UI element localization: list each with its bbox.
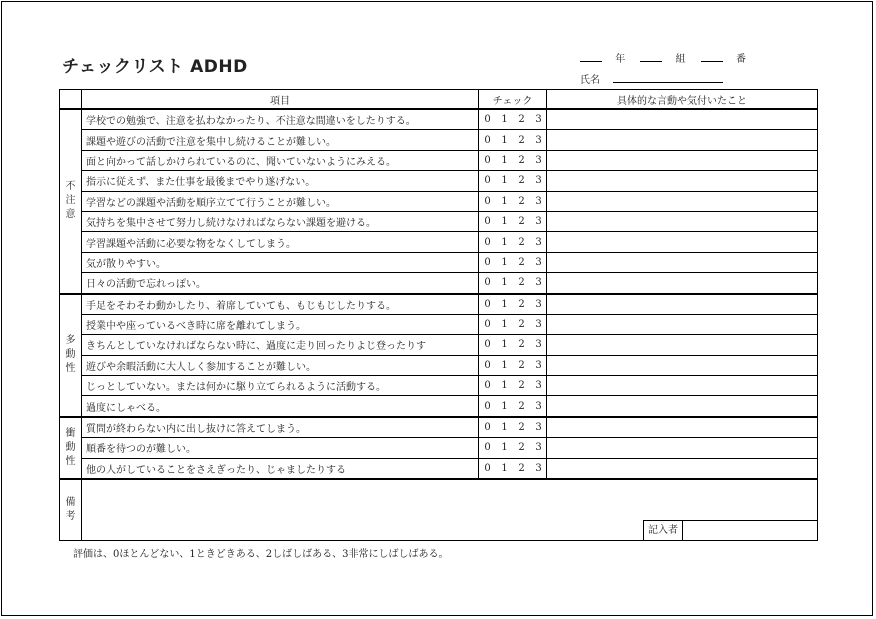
check-scale[interactable]	[479, 273, 547, 294]
scale-option[interactable]: 3	[535, 422, 542, 434]
scale-option[interactable]: 1	[501, 339, 508, 351]
recorder-input[interactable]	[682, 521, 817, 540]
scale-option[interactable]: 2	[518, 422, 525, 434]
header-item: 項目	[82, 90, 479, 110]
scale-option[interactable]: 1	[501, 114, 508, 126]
remarks-text: 備考	[65, 497, 76, 523]
remarks-row	[60, 479, 818, 541]
scale-option[interactable]: 1	[501, 359, 508, 371]
scale-option[interactable]: 0	[484, 134, 491, 146]
item-text: 学習などの課題や活動を順序立てて行うことが難しい。	[82, 191, 479, 211]
check-scale[interactable]	[479, 417, 547, 438]
check-scale[interactable]	[479, 171, 547, 191]
header-notes: 具体的な言動や気付いたこと	[547, 90, 818, 110]
notes-cell[interactable]	[547, 458, 818, 479]
check-scale[interactable]	[479, 314, 547, 334]
remarks-box[interactable]	[82, 479, 818, 541]
scale-option[interactable]: 0	[484, 277, 491, 289]
item-text: きちんとしていなければならない時に、過度に走り回ったりよじ登ったりす	[82, 335, 479, 355]
notes-cell[interactable]	[547, 376, 818, 396]
item-text: 気持ちを集中させて努力し続けなければならない課題を避ける。	[82, 211, 479, 231]
scale-option[interactable]: 0	[484, 319, 491, 331]
check-scale[interactable]	[479, 232, 547, 252]
check-scale[interactable]	[479, 355, 547, 375]
table-row	[60, 273, 818, 294]
scale-option[interactable]: 0	[484, 114, 491, 126]
check-scale[interactable]	[479, 335, 547, 355]
scale-option[interactable]: 3	[535, 114, 542, 126]
scale-option[interactable]: 0	[484, 400, 491, 412]
scale-option[interactable]: 2	[518, 216, 525, 228]
scale-option[interactable]: 2	[518, 462, 525, 474]
notes-cell[interactable]	[547, 314, 818, 334]
class-blank[interactable]	[640, 52, 662, 62]
notes-cell[interactable]	[547, 417, 818, 438]
scale-option[interactable]: 0	[484, 462, 491, 474]
scale-option[interactable]: 2	[518, 359, 525, 371]
table-row	[60, 335, 818, 355]
item-text: 課題や遊びの活動で注意を集中し続けることが難しい。	[82, 130, 479, 150]
check-scale[interactable]	[479, 109, 547, 130]
notes-cell[interactable]	[547, 252, 818, 272]
notes-cell[interactable]	[547, 171, 818, 191]
scale-option[interactable]: 1	[501, 277, 508, 289]
scale-option[interactable]: 0	[484, 195, 491, 207]
scale-option[interactable]: 0	[484, 442, 491, 454]
notes-cell[interactable]	[547, 273, 818, 294]
scale-option[interactable]: 2	[518, 298, 525, 310]
header-check: チェック	[479, 90, 547, 110]
scale-option[interactable]: 2	[518, 319, 525, 331]
scale-option[interactable]: 1	[501, 256, 508, 268]
item-text: 遊びや余暇活動に大人しく参加することが難しい。	[82, 355, 479, 375]
item-text: 順番を待つのが難しい。	[82, 438, 479, 458]
table-row	[60, 438, 818, 458]
scale-option[interactable]: 1	[501, 216, 508, 228]
check-scale[interactable]	[479, 130, 547, 150]
table-row	[60, 191, 818, 211]
table-header	[60, 90, 818, 110]
table-row	[60, 211, 818, 231]
name-info	[580, 71, 723, 86]
table-row	[60, 232, 818, 252]
scale-option[interactable]: 3	[535, 359, 542, 371]
table-row	[60, 417, 818, 438]
category-text: 多動性	[65, 335, 76, 375]
item-text: 指示に従えず、また仕事を最後までやり遂げない。	[82, 171, 479, 191]
table-row	[60, 458, 818, 479]
item-text: 学校での勉強で、注意を払わなかったり、不注意な間違いをしたりする。	[82, 109, 479, 130]
check-scale[interactable]	[479, 294, 547, 315]
scale-option[interactable]: 2	[518, 195, 525, 207]
check-scale[interactable]	[479, 438, 547, 458]
scale-option[interactable]: 1	[501, 422, 508, 434]
header-blank	[60, 90, 82, 110]
item-text: 他の人がしていることをさえぎったり、じゃましたりする	[82, 458, 479, 479]
year-blank[interactable]	[580, 52, 602, 62]
scale-option[interactable]: 1	[501, 298, 508, 310]
year-label: 年	[615, 54, 626, 65]
notes-cell[interactable]	[547, 355, 818, 375]
item-text: じっとしていない。または何かに駆り立てられるように活動する。	[82, 376, 479, 396]
item-text: 面と向かって話しかけられているのに、聞いていないようにみえる。	[82, 150, 479, 170]
scale-option[interactable]: 1	[501, 195, 508, 207]
notes-cell[interactable]	[547, 294, 818, 315]
category-label	[60, 294, 82, 417]
notes-cell[interactable]	[547, 335, 818, 355]
check-scale[interactable]	[479, 458, 547, 479]
table-row	[60, 294, 818, 315]
check-scale[interactable]	[479, 252, 547, 272]
table-row	[60, 171, 818, 191]
scale-option[interactable]: 0	[484, 175, 491, 187]
scale-option[interactable]: 3	[535, 134, 542, 146]
scale-option[interactable]: 0	[484, 359, 491, 371]
scale-option[interactable]: 1	[501, 236, 508, 248]
scale-option[interactable]: 1	[501, 400, 508, 412]
item-text: 学習課題や活動に必要な物をなくしてしまう。	[82, 232, 479, 252]
scale-option[interactable]: 1	[501, 175, 508, 187]
scale-option[interactable]: 1	[501, 462, 508, 474]
page-title: チェックリスト ADHD	[62, 57, 248, 77]
notes-cell[interactable]	[547, 232, 818, 252]
scale-option[interactable]: 1	[501, 442, 508, 454]
scale-option[interactable]: 0	[484, 380, 491, 392]
scale-option[interactable]: 2	[518, 339, 525, 351]
item-text: 過度にしゃべる。	[82, 396, 479, 417]
scale-option[interactable]: 1	[501, 319, 508, 331]
item-text: 気が散りやすい。	[82, 252, 479, 272]
recorder-label: 記入者	[643, 521, 682, 540]
table-row	[60, 376, 818, 396]
check-scale[interactable]	[479, 191, 547, 211]
class-info	[580, 50, 746, 65]
scale-option[interactable]: 1	[501, 134, 508, 146]
scale-option[interactable]: 0	[484, 216, 491, 228]
scale-option[interactable]: 2	[518, 380, 525, 392]
scale-option[interactable]: 3	[535, 339, 542, 351]
category-text: 衝動性	[65, 427, 76, 467]
item-text: 授業中や座っているべき時に席を離れてしまう。	[82, 314, 479, 334]
class-label: 組	[675, 54, 686, 65]
name-label: 氏名	[580, 75, 600, 86]
notes-cell[interactable]	[547, 109, 818, 130]
check-scale[interactable]	[479, 376, 547, 396]
number-label: 番	[735, 54, 746, 65]
scale-option[interactable]: 2	[518, 175, 525, 187]
scale-option[interactable]: 2	[518, 277, 525, 289]
scale-option[interactable]: 3	[535, 256, 542, 268]
scale-option[interactable]: 3	[535, 442, 542, 454]
notes-cell[interactable]	[547, 211, 818, 231]
number-blank[interactable]	[701, 52, 723, 62]
scale-option[interactable]: 0	[484, 422, 491, 434]
table-row	[60, 109, 818, 130]
scale-option[interactable]: 0	[484, 339, 491, 351]
scale-option[interactable]: 3	[535, 175, 542, 187]
notes-cell[interactable]	[547, 396, 818, 417]
name-blank[interactable]	[613, 73, 723, 83]
scale-option[interactable]: 3	[535, 462, 542, 474]
table-row	[60, 396, 818, 417]
category-text: 不注意	[65, 181, 76, 221]
table-row	[60, 314, 818, 334]
scale-option[interactable]: 3	[535, 236, 542, 248]
remarks-label	[60, 479, 82, 541]
notes-cell[interactable]	[547, 438, 818, 458]
scale-option[interactable]: 0	[484, 256, 491, 268]
scale-option[interactable]: 3	[535, 195, 542, 207]
scale-option[interactable]: 2	[518, 114, 525, 126]
scale-option[interactable]: 3	[535, 277, 542, 289]
notes-cell[interactable]	[547, 130, 818, 150]
table-row	[60, 355, 818, 375]
scale-option[interactable]: 3	[535, 216, 542, 228]
table-row	[60, 252, 818, 272]
scale-option[interactable]: 0	[484, 298, 491, 310]
item-text: 手足をそわそわ動かしたり、着席していても、もじもじしたりする。	[82, 294, 479, 315]
scale-option[interactable]: 3	[535, 380, 542, 392]
notes-cell[interactable]	[547, 150, 818, 170]
notes-cell[interactable]	[547, 191, 818, 211]
scale-option[interactable]: 3	[535, 154, 542, 166]
scale-option[interactable]: 0	[484, 154, 491, 166]
scale-option[interactable]: 3	[535, 319, 542, 331]
item-text: 日々の活動で忘れっぽい。	[82, 273, 479, 294]
category-label	[60, 417, 82, 479]
checklist-table	[59, 89, 818, 541]
item-text: 質問が終わらない内に出し抜けに答えてしまう。	[82, 417, 479, 438]
scale-option[interactable]: 2	[518, 400, 525, 412]
scale-option[interactable]: 2	[518, 134, 525, 146]
scale-option[interactable]: 3	[535, 298, 542, 310]
check-scale[interactable]	[479, 396, 547, 417]
scale-option[interactable]: 2	[518, 256, 525, 268]
scale-option[interactable]: 3	[535, 400, 542, 412]
scale-option[interactable]: 1	[501, 154, 508, 166]
scale-option[interactable]: 1	[501, 380, 508, 392]
scale-option[interactable]: 0	[484, 236, 491, 248]
scale-option[interactable]: 2	[518, 154, 525, 166]
scale-option[interactable]: 2	[518, 236, 525, 248]
table-row	[60, 150, 818, 170]
check-scale[interactable]	[479, 150, 547, 170]
check-scale[interactable]	[479, 211, 547, 231]
table-row	[60, 130, 818, 150]
scale-option[interactable]: 2	[518, 442, 525, 454]
category-label	[60, 109, 82, 294]
rating-legend: 評価は、0ほとんどない、1ときどきある、2しばしばある、3非常にしばしばある。	[73, 549, 449, 560]
recorder-field	[643, 520, 817, 540]
